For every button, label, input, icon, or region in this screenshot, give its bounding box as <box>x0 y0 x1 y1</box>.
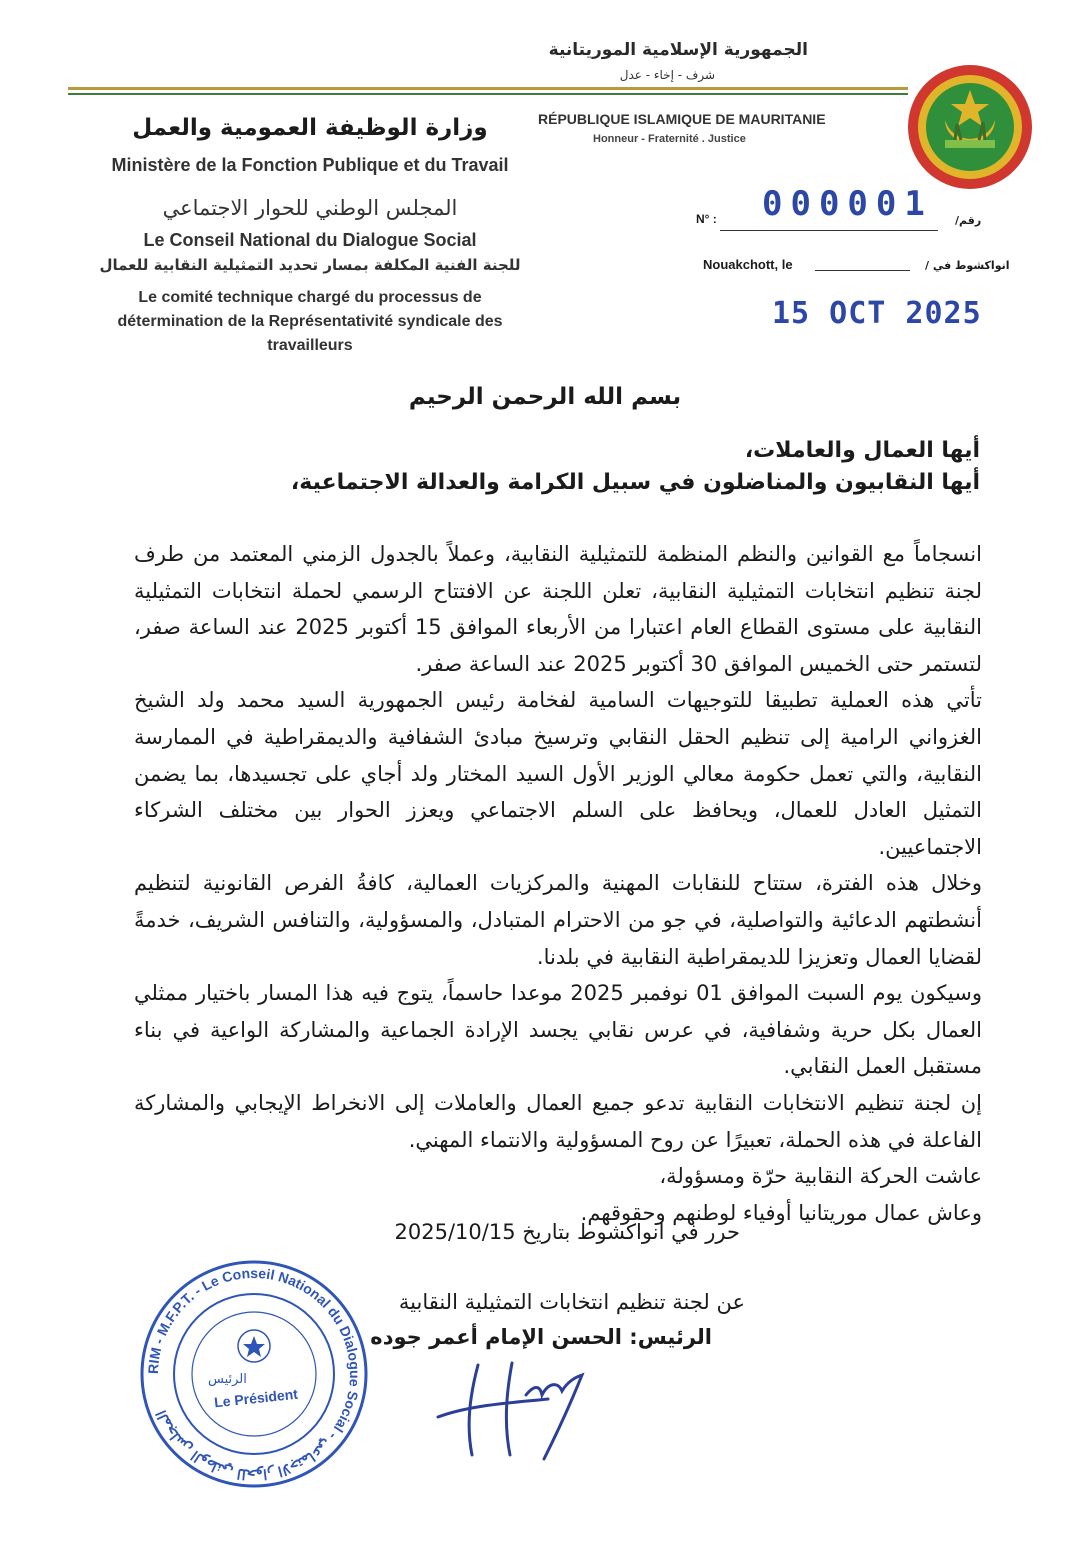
handwritten-signature <box>430 1355 590 1465</box>
date-label-ar: انواكشوط في / <box>925 259 1010 272</box>
number-line <box>720 230 938 231</box>
dateline: حرر في انواكشوط بتاريخ 2025/10/15 <box>394 1220 740 1244</box>
salutation-workers: أيها العمال والعاملات، <box>744 438 980 463</box>
stamp-ring-text: RIM - M.F.P.T. - Le Conseil National du Dialogue Social - المجلس الوطني للحوار الاجتماعي <box>144 1264 364 1484</box>
ministry-name-ar: وزارة الوظيفة العمومية والعمل <box>132 115 488 141</box>
paragraph: تأتي هذه العملية تطبيقا للتوجيهات السامية لفخامة رئيس الجمهورية السيد محمد ولد الشيخ الغزواني الرامية إلى تنظيم الحقل النقابي وترسيخ مبادئ الشفافية والديمقراطية في الممارسة النقابية، والتي تعمل حكومة معالي الوزير الأول السيد المختار ولد أجاي على تجسيدها، بما يضمن التمثيل العادل للعمال، ويحافظ على السلم الاجتماعي ويعزز الحوار بين مختلف الشركاء الاجتماعيين. <box>134 688 982 859</box>
national-emblem-icon <box>905 62 1035 192</box>
motto-fr: Honneur - Fraternité . Justice <box>593 133 746 145</box>
paragraph: وخلال هذه الفترة، ستتاح للنقابات المهنية والمركزيات العمالية، كافةُ الفرص القانونية لتنظيم أنشطتهم الدعائية والتواصلية، في جو من الاحترام المتبادل، والمسؤولية، والتنافس الشريف، خدمةً لقضايا العمال وتعزيزا للديمقراطية النقابية في بلدنا. <box>134 871 982 969</box>
closing-line: عاشت الحركة النقابية حرّة ومسؤولة، <box>659 1164 982 1189</box>
signature-organization: عن لجنة تنظيم انتخابات التمثيلية النقابية <box>398 1290 745 1314</box>
basmala: بسم الله الرحمن الرحيم <box>408 384 682 410</box>
number-label-fr: N° : <box>696 212 717 226</box>
signature-president: الرئيس: الحسن الإمام أعمر جوده <box>370 1325 712 1349</box>
council-name-fr: Le Conseil National du Dialogue Social <box>143 230 477 250</box>
paragraph: وسيكون يوم السبت الموافق 01 نوفمبر 2025 موعدا حاسماً، يتوج فيه هذا المسار باختيار ممثلي العمال بكل حرية وشفافية، في عرس نقابي يجسد الإرادة الجماعية والمشاركة الواعية في بناء مستقبل العمل النقابي. <box>134 981 983 1079</box>
paragraph: إن لجنة تنظيم الانتخابات النقابية تدعو جميع العمال والعاملات إلى الانخراط الإيجابي والمشاركة الفاعلة في هذه الحملة، تعبيرًا عن روح المسؤولية والانتماء المهني. <box>134 1090 982 1152</box>
ministry-name-fr: Ministère de la Fonction Publique et du Travail <box>111 155 509 175</box>
republic-name-ar: الجمهورية الإسلامية الموريتانية <box>548 40 808 60</box>
date-label-fr: Nouakchott, le <box>703 257 793 272</box>
document-number: 000001 <box>762 184 933 224</box>
number-label-ar: رقم/ <box>955 214 982 227</box>
paragraph: انسجاماً مع القوانين والنظم المنظمة للتمثيلية النقابية، وعملاً بالجدول الزمني المعتمد من طرف لجنة تنظيم انتخابات التمثيلية النقابية، تعلن اللجنة عن الافتتاح الرسمي لحملة انتخابات التمثيلية النقابية على مستوى القطاع العام اعتبارا من الأربعاء الموافق 15 أكتوبر 2025 عند الساعة صفر، لتستمر حتى الخميس الموافق 30 أكتوبر 2025 عند الساعة صفر. <box>134 542 983 676</box>
official-stamp <box>138 1258 370 1490</box>
closing-line: وعاش عمال موريتانيا أوفياء لوطنهم وحقوقهم. <box>580 1200 982 1225</box>
republic-name-fr: RÉPUBLIQUE ISLAMIQUE DE MAURITANIE <box>538 111 826 127</box>
date-stamp: 15 OCT 2025 <box>772 296 982 331</box>
header-rule-gold <box>68 87 908 90</box>
motto-ar: شرف - إخاء - عدل <box>619 68 715 82</box>
committee-name-ar: للجنة الفنية المكلفة بمسار تحديد التمثيلية النقابية للعمال <box>99 256 521 274</box>
salutation-unionists: أيها النقابيون والمناضلون في سبيل الكرامة والعدالة الاجتماعية، <box>290 470 980 495</box>
stamp-title-ar: الرئيس <box>208 1372 247 1387</box>
committee-name-fr: Le comité technique chargé du processus de détermination de la Représentativité syndicale des travailleurs <box>117 289 503 354</box>
date-line <box>815 270 910 271</box>
council-name-ar: المجلس الوطني للحوار الاجتماعي <box>162 196 458 220</box>
stamp-title-fr: Le Président <box>213 1385 299 1411</box>
header-rule-green <box>68 93 908 95</box>
letter-body <box>134 536 982 1231</box>
